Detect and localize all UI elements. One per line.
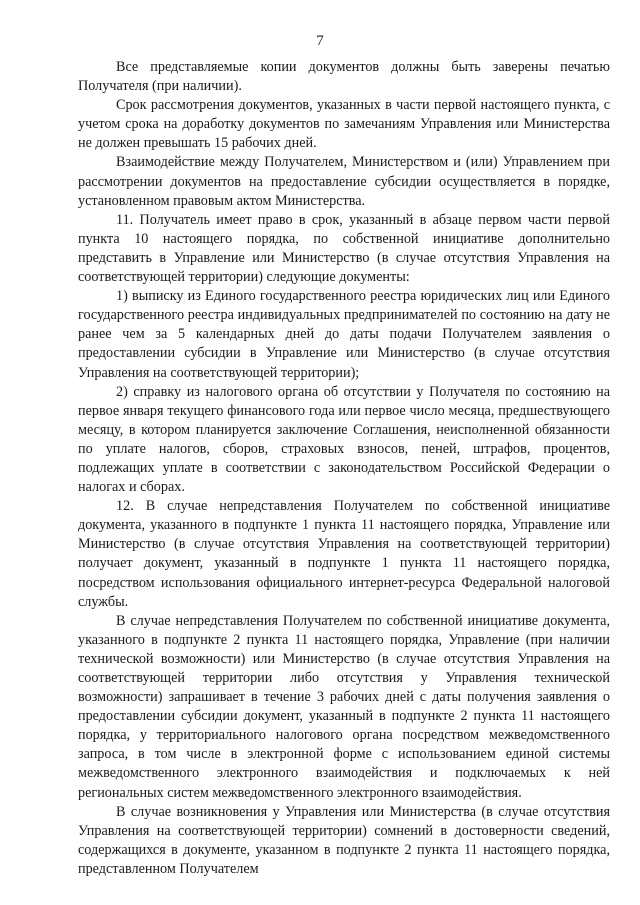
- paragraph-item-11-sub-2: 2) справку из налогового органа об отсутствии у Получателя по состоянию на первое января текущего финансового года или первое число месяца, предшествующего месяцу, в котором планируется заключение Соглашения, неисполненной обязанности по уплате налогов, сборов, страховых взносов, пеней, штрафов, процентов, подлежащих уплате в соответствии с законодательством Российской Федерации о налогах и сборах.: [78, 383, 610, 496]
- paragraph-item-12-part-2: В случае непредставления Получателем по собственной инициативе документа, указанного в подпункте 2 пункта 11 настоящего порядка, Управление (при наличии технической возможности) или Министерство (в случае отсутствия Управления на соответствующей территории либо отсутствия у Управления технической возможности) запрашивает в течение 3 рабочих дней с даты получения заявления о предоставлении субсидии документ, указанный в подпункте 2 пункта 11 настоящего порядка, у территориального налогового органа посредством межведомственного запроса, в том числе в электронной форме с использованием единой системы межведомственного электронного взаимодействия и подключаемых к ней региональных систем межведомственного электронного взаимодействия.: [78, 612, 610, 801]
- paragraph-certification: Все представляемые копии документов должны быть заверены печатью Получателя (при наличии).: [78, 59, 610, 95]
- paragraph-item-12-part-3: В случае возникновения у Управления или Министерства (в случае отсутствия Управления на соответствующей территории) сомнений в достоверности сведений, содержащихся в документе, указанном в подпункте 2 пункта 11 настоящего порядка, представленном Получателем: [78, 803, 610, 877]
- page-number: 7: [316, 33, 324, 49]
- paragraph-review-period: Срок рассмотрения документов, указанных в части первой настоящего пункта, с учетом срока на доработку документов по замечаниям Управления или Министерства не должен превышать 15 рабочих дней.: [78, 97, 610, 152]
- paragraph-item-11: 11. Получатель имеет право в срок, указанный в абзаце первом части первой пункта 10 настоящего порядка, по собственной инициативе дополнительно представить в Управление или Министерство (в случае отсутствия Управления на соответствующей территории) следующие документы:: [78, 211, 610, 286]
- document-body: [78, 58, 610, 879]
- paragraph-interaction: Взаимодействие между Получателем, Министерством и (или) Управлением при рассмотрении документов на предоставление субсидии осуществляется в порядке, установленном правовым актом Министерства.: [78, 154, 610, 209]
- paragraph-item-11-sub-1: 1) выписку из Единого государственного реестра юридических лиц или Единого государственного реестра индивидуальных предпринимателей по состоянию на дату не ранее чем за 5 календарных дней до даты подачи Получателем заявления о предоставлении субсидии в Управление или Министерство (в случае отсутствия Управления на соответствующей территории);: [78, 288, 610, 381]
- paragraph-item-12: 12. В случае непредставления Получателем по собственной инициативе документа, указанного в подпункте 1 пункта 11 настоящего порядка, Управление или Министерство (в случае отсутствия Управления на соответствующей территории) получает документ, указанный в подпункте 1 пункта 11 настоящего порядка, посредством использования официального интернет-ресурса Федеральной налоговой службы.: [78, 498, 610, 610]
